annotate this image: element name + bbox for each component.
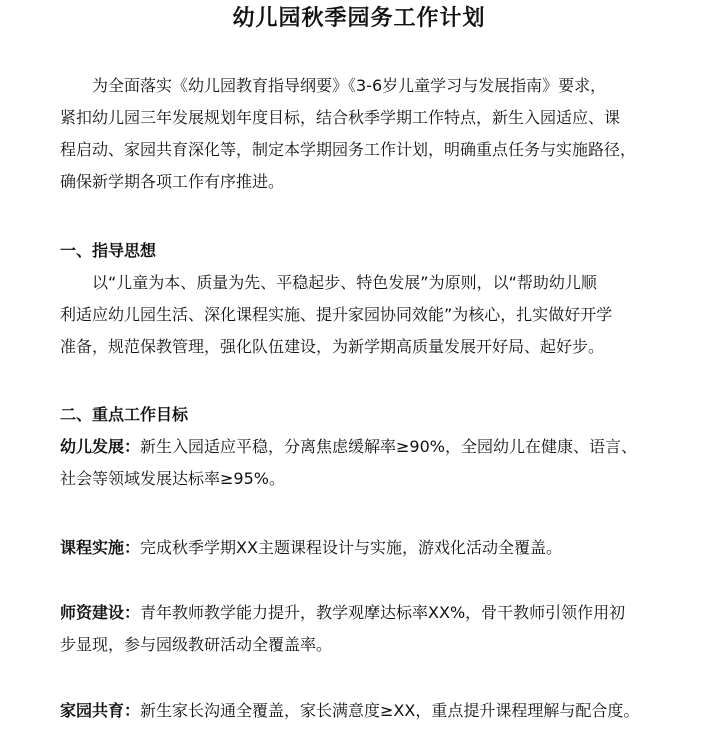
guiding-thought-line: 以“儿童为本、质量为先、平稳起步、特色发展”为原则，以“帮助幼儿顺 (92, 273, 597, 292)
section-heading-key-goals: 二、重点工作目标 (60, 405, 189, 424)
goal-label: 课程实施： (60, 538, 141, 557)
goal-text: 青年教师教学能力提升，教学观摩达标率XX%，骨干教师引领作用初 (140, 603, 626, 622)
intro-line: 程启动、家园共育深化等，制定本学期园务工作计划，明确重点任务与实施路径， (60, 140, 637, 159)
guiding-thought-line: 利适应幼儿园生活、深化课程实施、提升家园协同效能”为核心，扎实做好开学 (60, 305, 613, 324)
goal-label: 师资建设： (60, 603, 141, 622)
guiding-thought-paragraph (60, 267, 650, 363)
intro-line: 确保新学期各项工作有序推进。 (60, 172, 285, 191)
goal-text: 新生入园适应平稳，分离焦虑缓解率≥90%，全园幼儿在健康、语言、 (140, 437, 637, 456)
goal-line: 步显现，参与园级教研活动全覆盖率。 (60, 635, 333, 654)
goal-line (60, 431, 650, 463)
intro-paragraph (60, 70, 650, 198)
goal-item-home-school (60, 695, 650, 727)
intro-line: 为全面落实《幼儿园教育指导纲要》《3-6岁儿童学习与发展指南》要求， (92, 76, 607, 95)
goal-item-teacher-development (60, 597, 650, 661)
intro-line: 紧扣幼儿园三年发展规划年度目标，结合秋季学期工作特点，新生入园适应、课 (60, 108, 621, 127)
goal-line: 社会等领域发展达标率≥95%。 (60, 469, 285, 488)
section-heading-guiding-thought: 一、指导思想 (60, 241, 157, 260)
guiding-thought-line: 准备，规范保教管理，强化队伍建设，为新学期高质量发展开好局、起好步。 (60, 337, 605, 356)
goal-label: 幼儿发展： (60, 437, 141, 456)
goal-line (60, 695, 650, 727)
document-title: 幼儿园秋季园务工作计划 (232, 5, 486, 31)
goal-label: 家园共育： (60, 701, 141, 720)
goal-line (60, 597, 650, 629)
goal-item-curriculum (60, 532, 650, 564)
goal-text: 完成秋季学期XX主题课程设计与实施，游戏化活动全覆盖。 (140, 538, 562, 557)
goal-item-child-development (60, 431, 650, 495)
goal-text: 新生家长沟通全覆盖，家长满意度≥XX，重点提升课程理解与配合度。 (140, 701, 640, 720)
goal-line (60, 532, 650, 564)
